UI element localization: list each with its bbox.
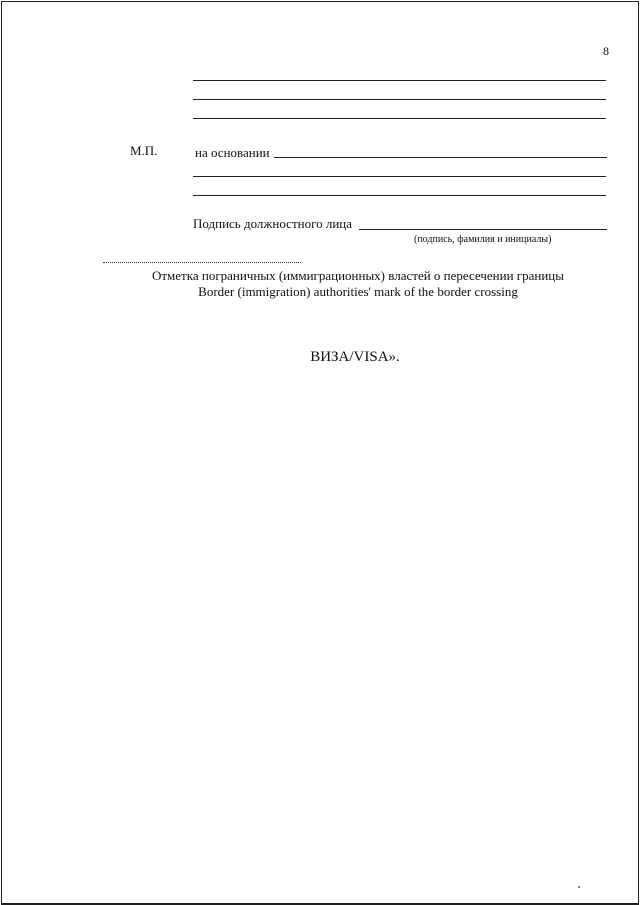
blank-line-1 <box>193 80 606 81</box>
dotted-separator <box>103 262 301 263</box>
seal-label: М.П. <box>130 143 158 158</box>
scan-speck <box>578 886 580 888</box>
blank-line-2 <box>193 99 606 100</box>
border-mark-ru: Отметка пограничных (иммиграционных) властей о пересечении границы <box>151 268 564 283</box>
basis-line-2[interactable] <box>193 176 606 177</box>
page-number: 8 <box>603 44 609 58</box>
signature-label: Подпись должностного лица <box>193 216 353 231</box>
basis-line[interactable] <box>274 157 607 158</box>
blank-line-3 <box>193 118 606 119</box>
basis-line-3[interactable] <box>193 195 606 196</box>
signature-line[interactable] <box>359 229 607 230</box>
visa-label: ВИЗА/VISA». <box>310 349 400 365</box>
border-mark-en: Border (immigration) authorities' mark of the border crossing <box>198 284 518 299</box>
signature-hint: (подпись, фамилия и инициалы) <box>414 234 552 245</box>
page-frame <box>1 1 639 905</box>
basis-label: на основании <box>195 145 270 160</box>
